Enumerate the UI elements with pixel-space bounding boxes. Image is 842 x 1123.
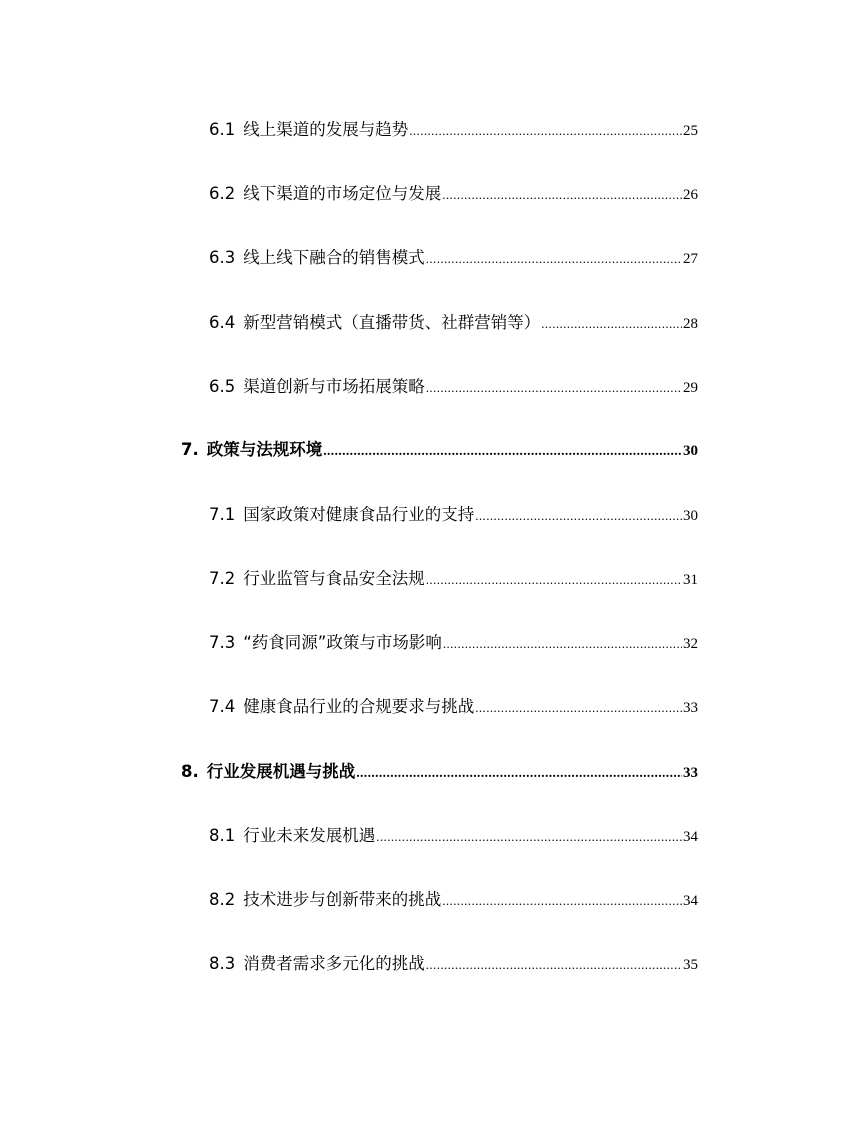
- toc-entry-7-1[interactable]: [209, 503, 698, 527]
- toc-entry-7-4[interactable]: [209, 695, 698, 719]
- toc-entry-number: 6.2: [209, 184, 236, 203]
- toc-entry-7[interactable]: [181, 438, 698, 462]
- toc-entry-page: 34: [683, 829, 698, 845]
- toc-entry-title: 国家政策对健康食品行业的支持: [243, 505, 475, 524]
- dot-leader: [541, 312, 682, 336]
- toc-entry-title: 消费者需求多元化的挑战: [243, 954, 425, 973]
- toc-entry-number: 7.3: [209, 633, 236, 652]
- toc-entry-number: 6.1: [209, 120, 236, 139]
- toc-entry-title: “药食同源”政策与市场影响: [243, 633, 442, 652]
- toc-entry-title: 健康食品行业的合规要求与挑战: [243, 697, 475, 716]
- toc-entry-number: 8.3: [209, 954, 236, 973]
- dot-leader: [409, 119, 682, 143]
- toc-entry-page: 30: [683, 508, 698, 524]
- toc-entry-7-3[interactable]: [209, 631, 698, 655]
- dot-leader: [475, 504, 682, 528]
- toc-entry-number: 7.2: [209, 569, 236, 588]
- dot-leader: [443, 632, 682, 656]
- toc-entry-number: 6.3: [209, 248, 236, 267]
- toc-entry-6-3[interactable]: [209, 246, 698, 270]
- dot-leader: [426, 568, 682, 592]
- toc-entry-number: 7.1: [209, 505, 236, 524]
- toc-entry-number: 7.: [181, 440, 199, 459]
- toc-entry-page: 25: [683, 123, 698, 139]
- toc-entry-number: 7.4: [209, 697, 236, 716]
- toc-entry-title: 行业发展机遇与挑战: [206, 762, 356, 781]
- toc-entry-number: 8.1: [209, 826, 236, 845]
- toc-entry-7-2[interactable]: [209, 567, 698, 591]
- dot-leader: [426, 953, 682, 977]
- toc-entry-8-2[interactable]: [209, 888, 698, 912]
- toc-entry-page: 34: [683, 893, 698, 909]
- dot-leader: [376, 825, 682, 849]
- toc-entry-6-2[interactable]: [209, 182, 698, 206]
- toc-entry-6-5[interactable]: [209, 375, 698, 399]
- dot-leader: [426, 376, 682, 400]
- toc-entry-page: 33: [683, 765, 698, 781]
- dot-leader: [442, 183, 682, 207]
- dot-leader: [475, 696, 682, 720]
- toc-entry-title: 渠道创新与市场拓展策略: [243, 377, 425, 396]
- toc-entry-8[interactable]: [181, 760, 698, 784]
- toc-entry-page: 26: [683, 187, 698, 203]
- toc-entry-page: 30: [683, 443, 698, 459]
- toc-entry-title: 线下渠道的市场定位与发展: [243, 184, 442, 203]
- toc-entry-number: 8.: [181, 762, 199, 781]
- dot-leader: [442, 889, 682, 913]
- toc-entry-title: 技术进步与创新带来的挑战: [243, 890, 442, 909]
- toc-entry-page: 32: [683, 636, 698, 652]
- toc-entry-6-1[interactable]: [209, 118, 698, 142]
- toc-entry-page: 27: [683, 251, 698, 267]
- toc-entry-page: 31: [683, 572, 698, 588]
- toc-entry-number: 8.2: [209, 890, 236, 909]
- dot-leader: [426, 247, 682, 271]
- toc-entry-title: 行业未来发展机遇: [243, 826, 376, 845]
- toc-entry-title: 线上线下融合的销售模式: [243, 248, 425, 267]
- toc-entry-title: 新型营销模式（直播带货、社群营销等）: [243, 313, 541, 332]
- toc-entry-8-3[interactable]: [209, 952, 698, 976]
- toc-entry-8-1[interactable]: [209, 824, 698, 848]
- toc-entry-page: 29: [683, 380, 698, 396]
- toc-entry-page: 33: [683, 700, 698, 716]
- dot-leader: [356, 761, 682, 785]
- toc-entry-number: 6.5: [209, 377, 236, 396]
- dot-leader: [323, 439, 682, 463]
- toc-entry-page: 35: [683, 957, 698, 973]
- toc-entry-title: 行业监管与食品安全法规: [243, 569, 425, 588]
- toc-entry-number: 6.4: [209, 313, 236, 332]
- toc-entry-title: 政策与法规环境: [206, 440, 323, 459]
- toc-entry-page: 28: [683, 316, 698, 332]
- toc-entry-title: 线上渠道的发展与趋势: [243, 120, 409, 139]
- toc-entry-6-4[interactable]: [209, 311, 698, 335]
